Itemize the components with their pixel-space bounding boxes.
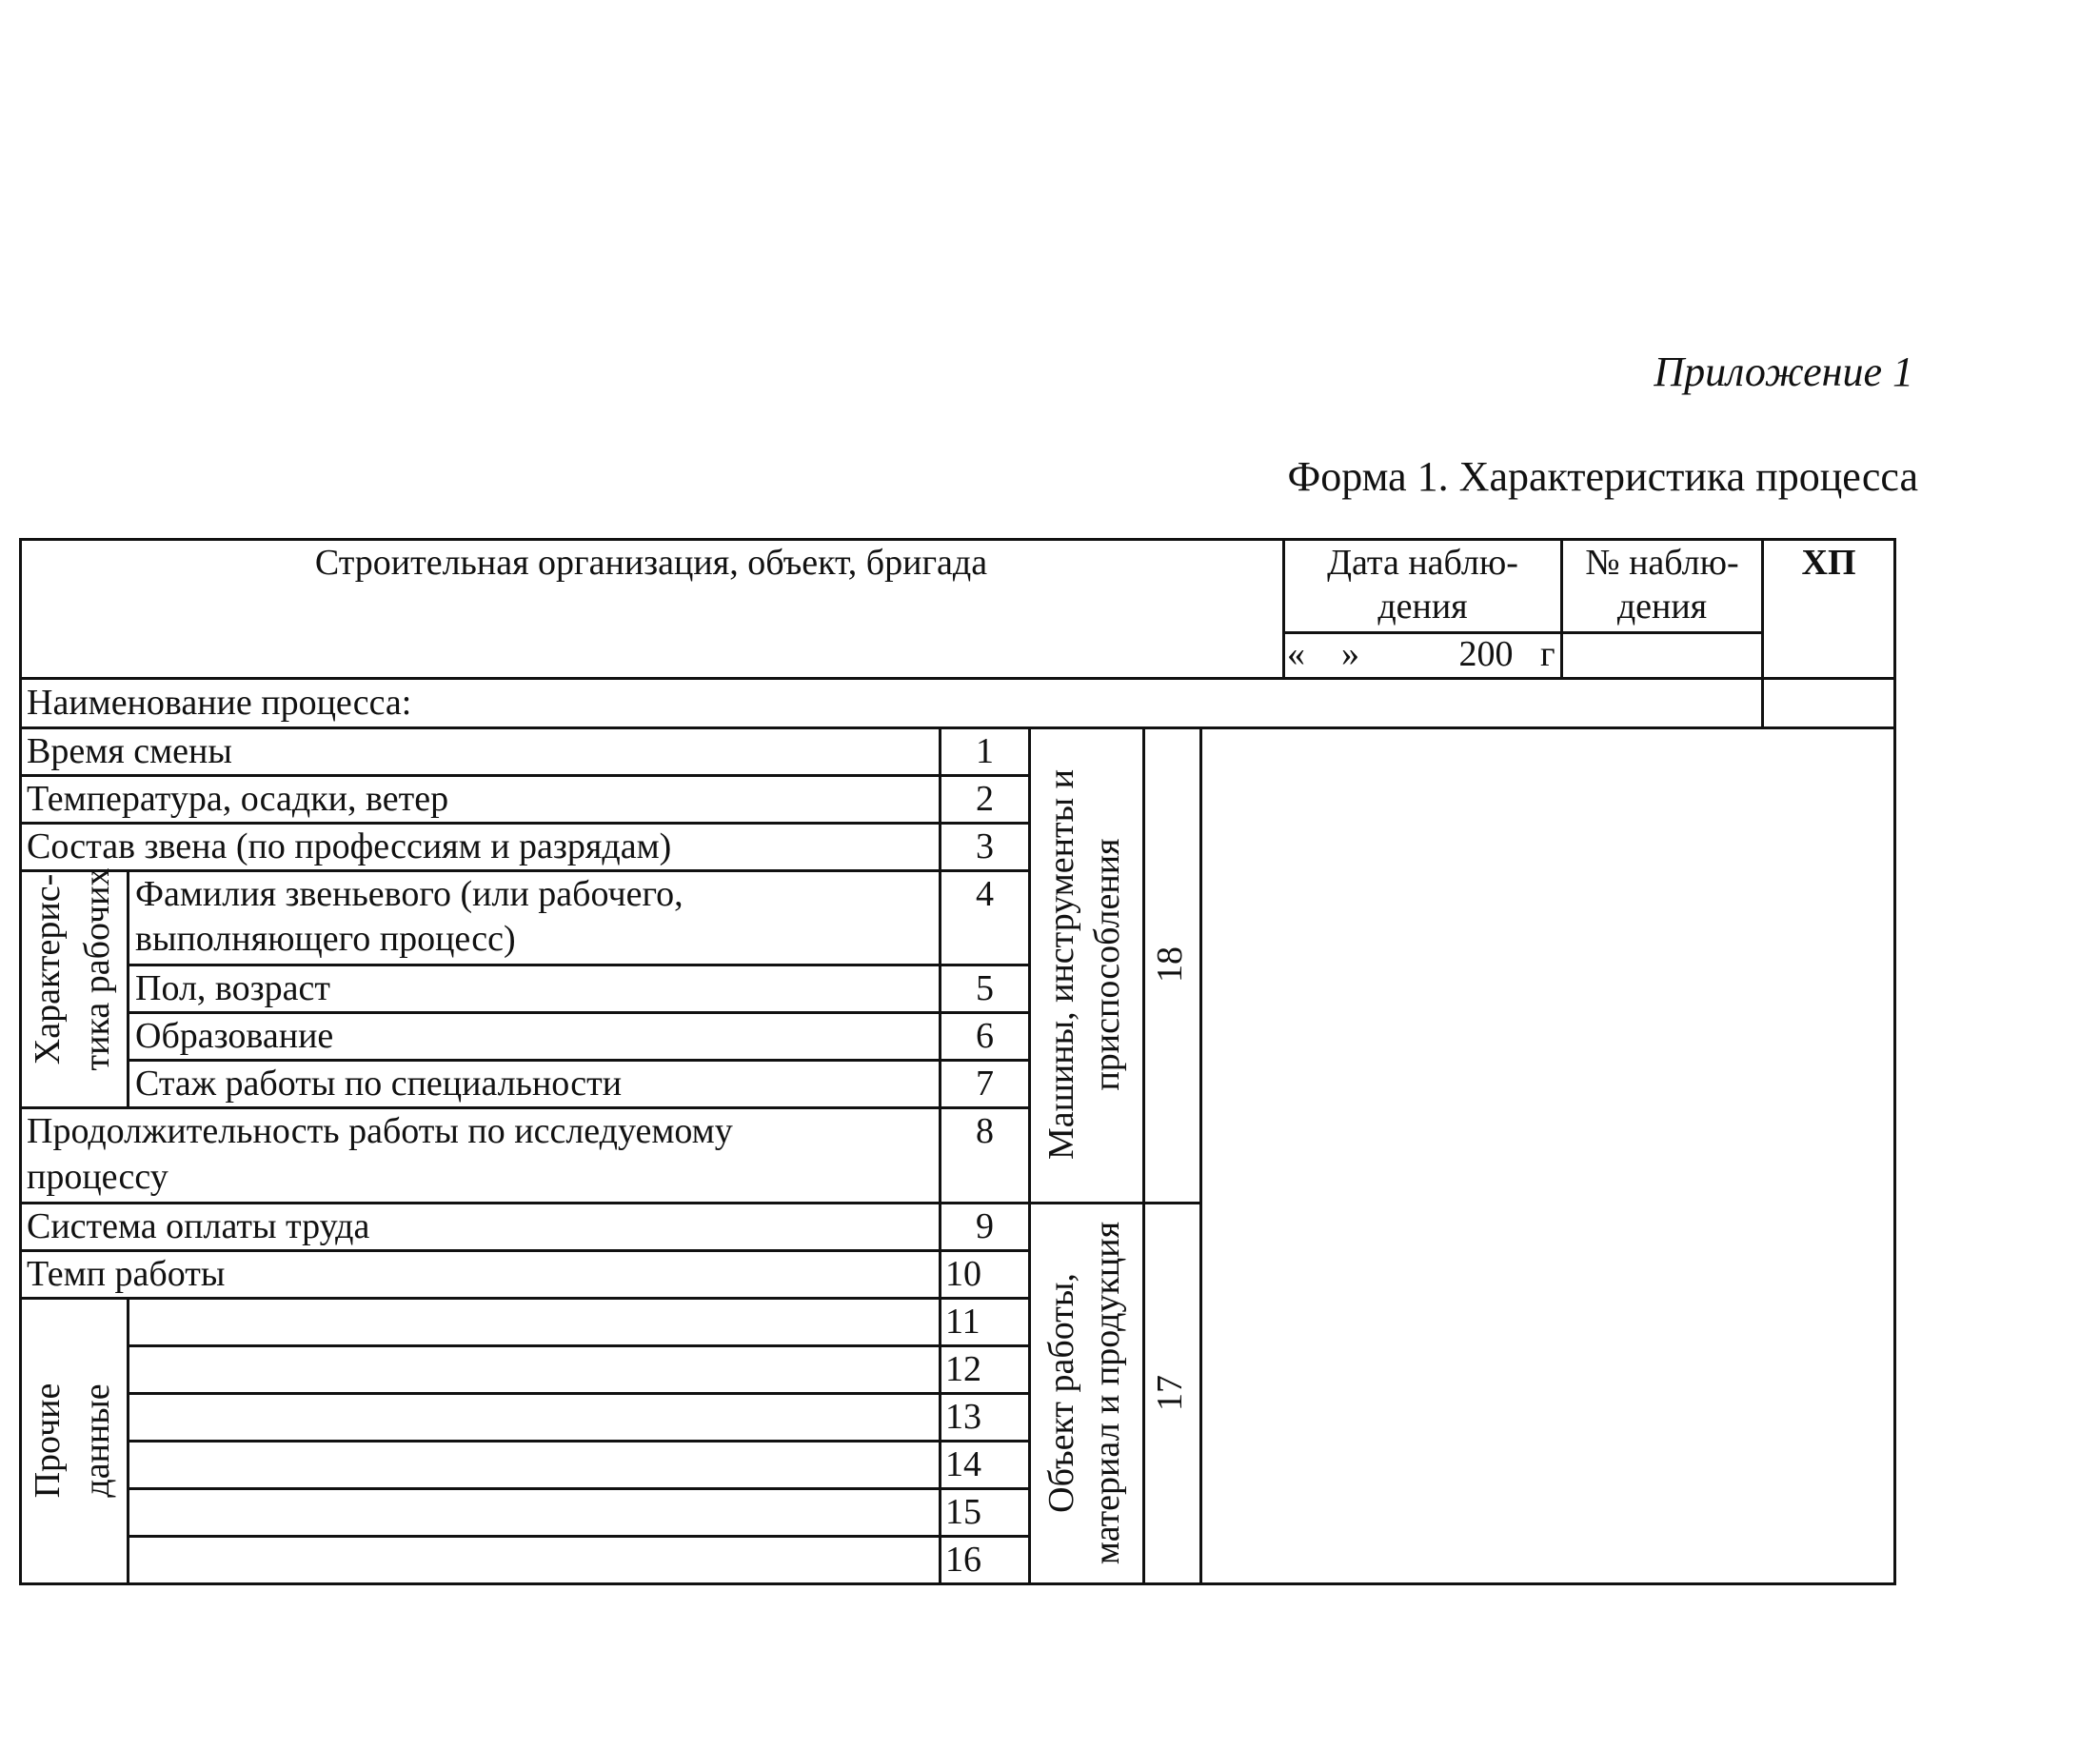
row-label: Время смены	[27, 731, 232, 771]
form-title: Форма 1. Характеристика процесса	[1287, 453, 1918, 500]
row-number: 5	[976, 968, 994, 1008]
object-number: 17	[1150, 1375, 1190, 1411]
object-label-line2: материал и продукция	[1087, 1221, 1127, 1565]
process-name-label: Наименование процесса:	[27, 683, 412, 723]
row-number: 3	[976, 826, 994, 866]
appendix-label: Приложение 1	[1654, 348, 1913, 395]
other-group-label-line1: Прочие	[28, 1383, 68, 1499]
divider	[127, 1487, 1028, 1490]
row-number: 4	[976, 874, 994, 914]
machines-number: 18	[1150, 946, 1190, 983]
row-label-line2: процессу	[27, 1157, 168, 1197]
object-label-line1: Объект работы,	[1041, 1273, 1081, 1513]
row-label-line2: выполняющего процесс)	[135, 919, 516, 959]
row-number: 11	[945, 1302, 981, 1342]
date-field[interactable]: « » 200 г	[1287, 634, 1555, 674]
machines-label-line2: приспособления	[1087, 838, 1127, 1091]
divider	[127, 1535, 1028, 1538]
obs-number-header-line2: дения	[1616, 587, 1708, 627]
row-number: 7	[976, 1064, 994, 1104]
row-label: Состав звена (по профессиям и разрядам)	[27, 826, 672, 866]
row-label: Температура, осадки, ветер	[27, 779, 449, 819]
divider	[127, 1440, 1028, 1443]
divider	[19, 677, 1896, 680]
divider	[1142, 726, 1145, 1585]
row-number: 9	[976, 1206, 994, 1246]
workers-group-label-line2: тика рабочих	[77, 867, 117, 1071]
org-header: Строительная организация, объект, бригада	[314, 543, 988, 583]
row-label-line1: Фамилия звеньевого (или рабочего,	[135, 874, 683, 914]
date-header-line1: Дата наблю-	[1327, 543, 1518, 583]
workers-group-label-line1: Характерис-	[28, 873, 68, 1065]
row-label: Стаж работы по специальности	[135, 1064, 623, 1104]
row-number: 16	[945, 1540, 981, 1580]
notes-area[interactable]	[1202, 729, 1893, 1582]
row-number: 2	[976, 779, 994, 819]
row-label: Образование	[135, 1016, 334, 1056]
other-group-label-line2: данные	[77, 1383, 117, 1498]
divider	[127, 869, 129, 1107]
divider	[19, 1297, 1028, 1300]
row-label: Система оплаты труда	[27, 1206, 370, 1246]
hp-header: ХП	[1801, 543, 1856, 583]
row-number: 13	[945, 1397, 981, 1437]
divider	[127, 1344, 1028, 1347]
row-number: 12	[945, 1349, 981, 1389]
row-number: 8	[976, 1111, 994, 1151]
row-label: Темп работы	[27, 1254, 226, 1294]
divider	[1028, 726, 1031, 1585]
row-number: 10	[945, 1254, 981, 1294]
row-label-line1: Продолжительность работы по исследуемому	[27, 1111, 733, 1151]
row-number: 6	[976, 1016, 994, 1056]
date-header-line2: дения	[1377, 587, 1468, 627]
row-label: Пол, возраст	[135, 968, 330, 1008]
machines-label-line1: Машины, инструменты и	[1041, 769, 1081, 1160]
row-number: 14	[945, 1444, 981, 1484]
divider	[127, 1392, 1028, 1395]
obs-number-header-line1: № наблю-	[1585, 543, 1739, 583]
row-number: 15	[945, 1492, 981, 1532]
row-number: 1	[976, 731, 994, 771]
